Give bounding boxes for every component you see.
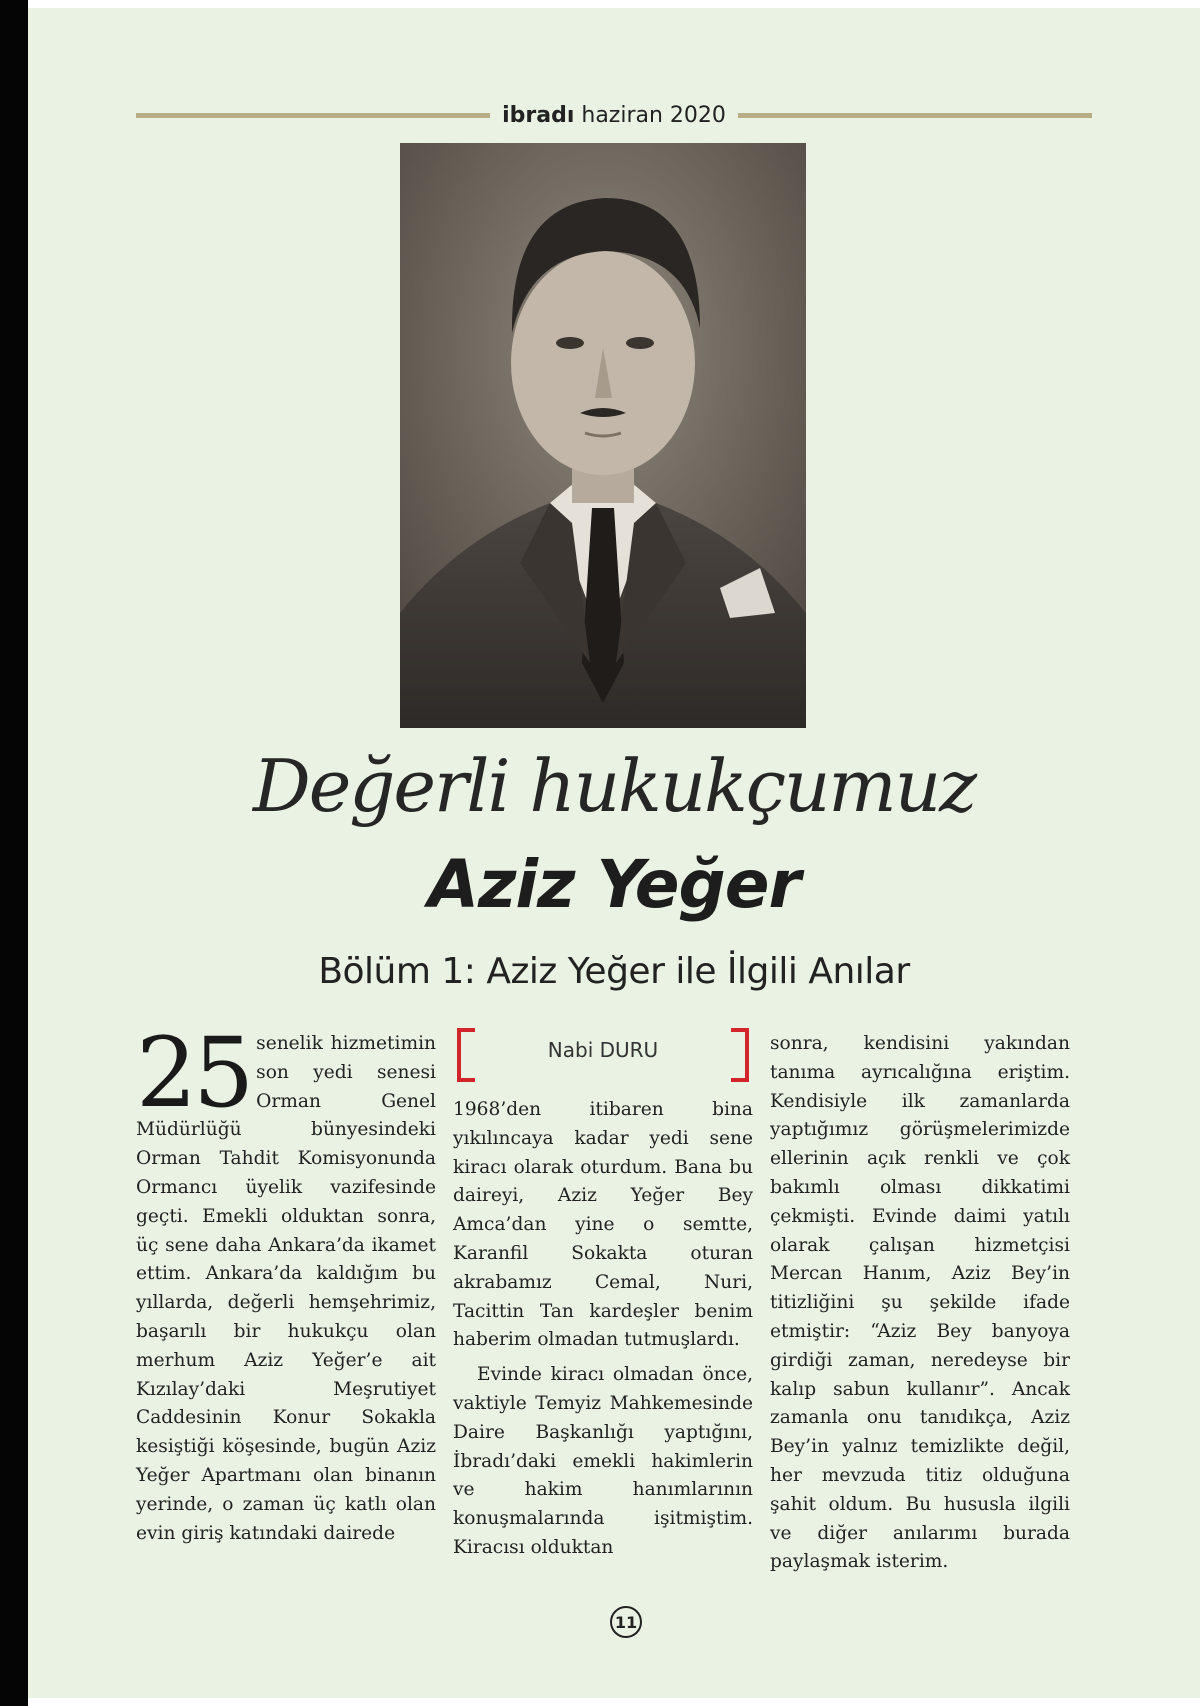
paragraph-text: senelik hizmetimin son yedi senesi Orman Genel Müdürlüğü bünyesindeki Orman Tahdit Komisyonunda Ormancı üyelik vazifesinde geçti. Emekli olduktan sonra, üç sene daha Ankara’da ikamet ettim. Ankara’da kaldığım bu yıllarda, değerli hemşehrimiz, başarılı bir hukukçu olan merhum Aziz Yeğer’e ait Kızılay’daki Meşrutiyet Caddesinin Konur Sokakla kesiştiği köşesinde, bugün Aziz Yeğer Apartmanı olan binanın yerinde, o zaman üç katlı olan evin giriş katındaki dairede — [136, 1033, 436, 1544]
page-number: 11 — [610, 1606, 642, 1638]
paragraph: Evinde kiracı olmadan önce, vaktiyle Temyiz Mahkemesinde Daire Başkanlığı yaptığını, İbradı’daki emekli hakimlerin ve hakim hanımlarının konuşmalarında işitmiştim. Kiracısı olduktan — [453, 1364, 753, 1558]
magazine-name: ibradı — [502, 102, 575, 128]
dropcap: 25 — [136, 1017, 251, 1129]
article-title-line1: Değerli hukukçumuz — [252, 744, 976, 828]
author-byline — [453, 1028, 753, 1080]
magazine-page — [28, 8, 1200, 1698]
paragraph: sonra, kendisini yakından tanıma ayrıcalığına eriştim. Kendisiyle ilk zamanlarda yaptığımız görüşmelerimizde ellerinin açık renkli ve çok bakımlı olması dikkatimi çekmişti. Evinde daimi yatılı olarak çalışan hizmetçisi Mercan Hanım, Aziz Bey’in titizliğini şu şekilde ifade etmiştir: “Aziz Bey banyoya girdiği zaman, neredeyse bir kalıp sabun kullanır”. Ancak zamanla onu tanıdıkça, Aziz Bey’in yalnız temizlikte değil, her mevzuda titiz olduğuna şahit oldum. Bu hususla ilgili ve diğer anılarımı burada paylaşmak isterim. — [770, 1033, 1070, 1573]
header-rule-right — [738, 113, 1092, 118]
issue-date: haziran 2020 — [581, 102, 726, 128]
portrait-photo-icon — [400, 143, 806, 728]
paragraph: 1968’den itibaren bina yıkılıncaya kadar yedi sene kiracı olarak oturdum. Bana bu daireyi, Aziz Yeğer Bey Amca’dan yine o semtte, Karanfil Sokakta oturan akrabamız Cemal, Nuri, Tacittin Tan kardeşler benim haberim olmadan tutmuşlardı. — [453, 1099, 753, 1351]
text-column-3 — [770, 1030, 1070, 1577]
page-header — [136, 100, 1092, 130]
article-subtitle: Bölüm 1: Aziz Yeğer ile İlgili Anılar — [318, 951, 910, 992]
header-text — [490, 103, 738, 128]
binding-edge — [0, 0, 28, 1706]
portrait-photo — [400, 143, 806, 728]
article-title-line2: Aziz Yeğer — [427, 846, 801, 923]
text-column-1 — [136, 1017, 436, 1548]
bracket-right-icon — [731, 1028, 749, 1082]
author-name: Nabi DURU — [547, 1038, 659, 1062]
paragraph — [136, 1017, 436, 1548]
header-rule-left — [136, 113, 490, 118]
text-column-2 — [453, 1096, 753, 1563]
